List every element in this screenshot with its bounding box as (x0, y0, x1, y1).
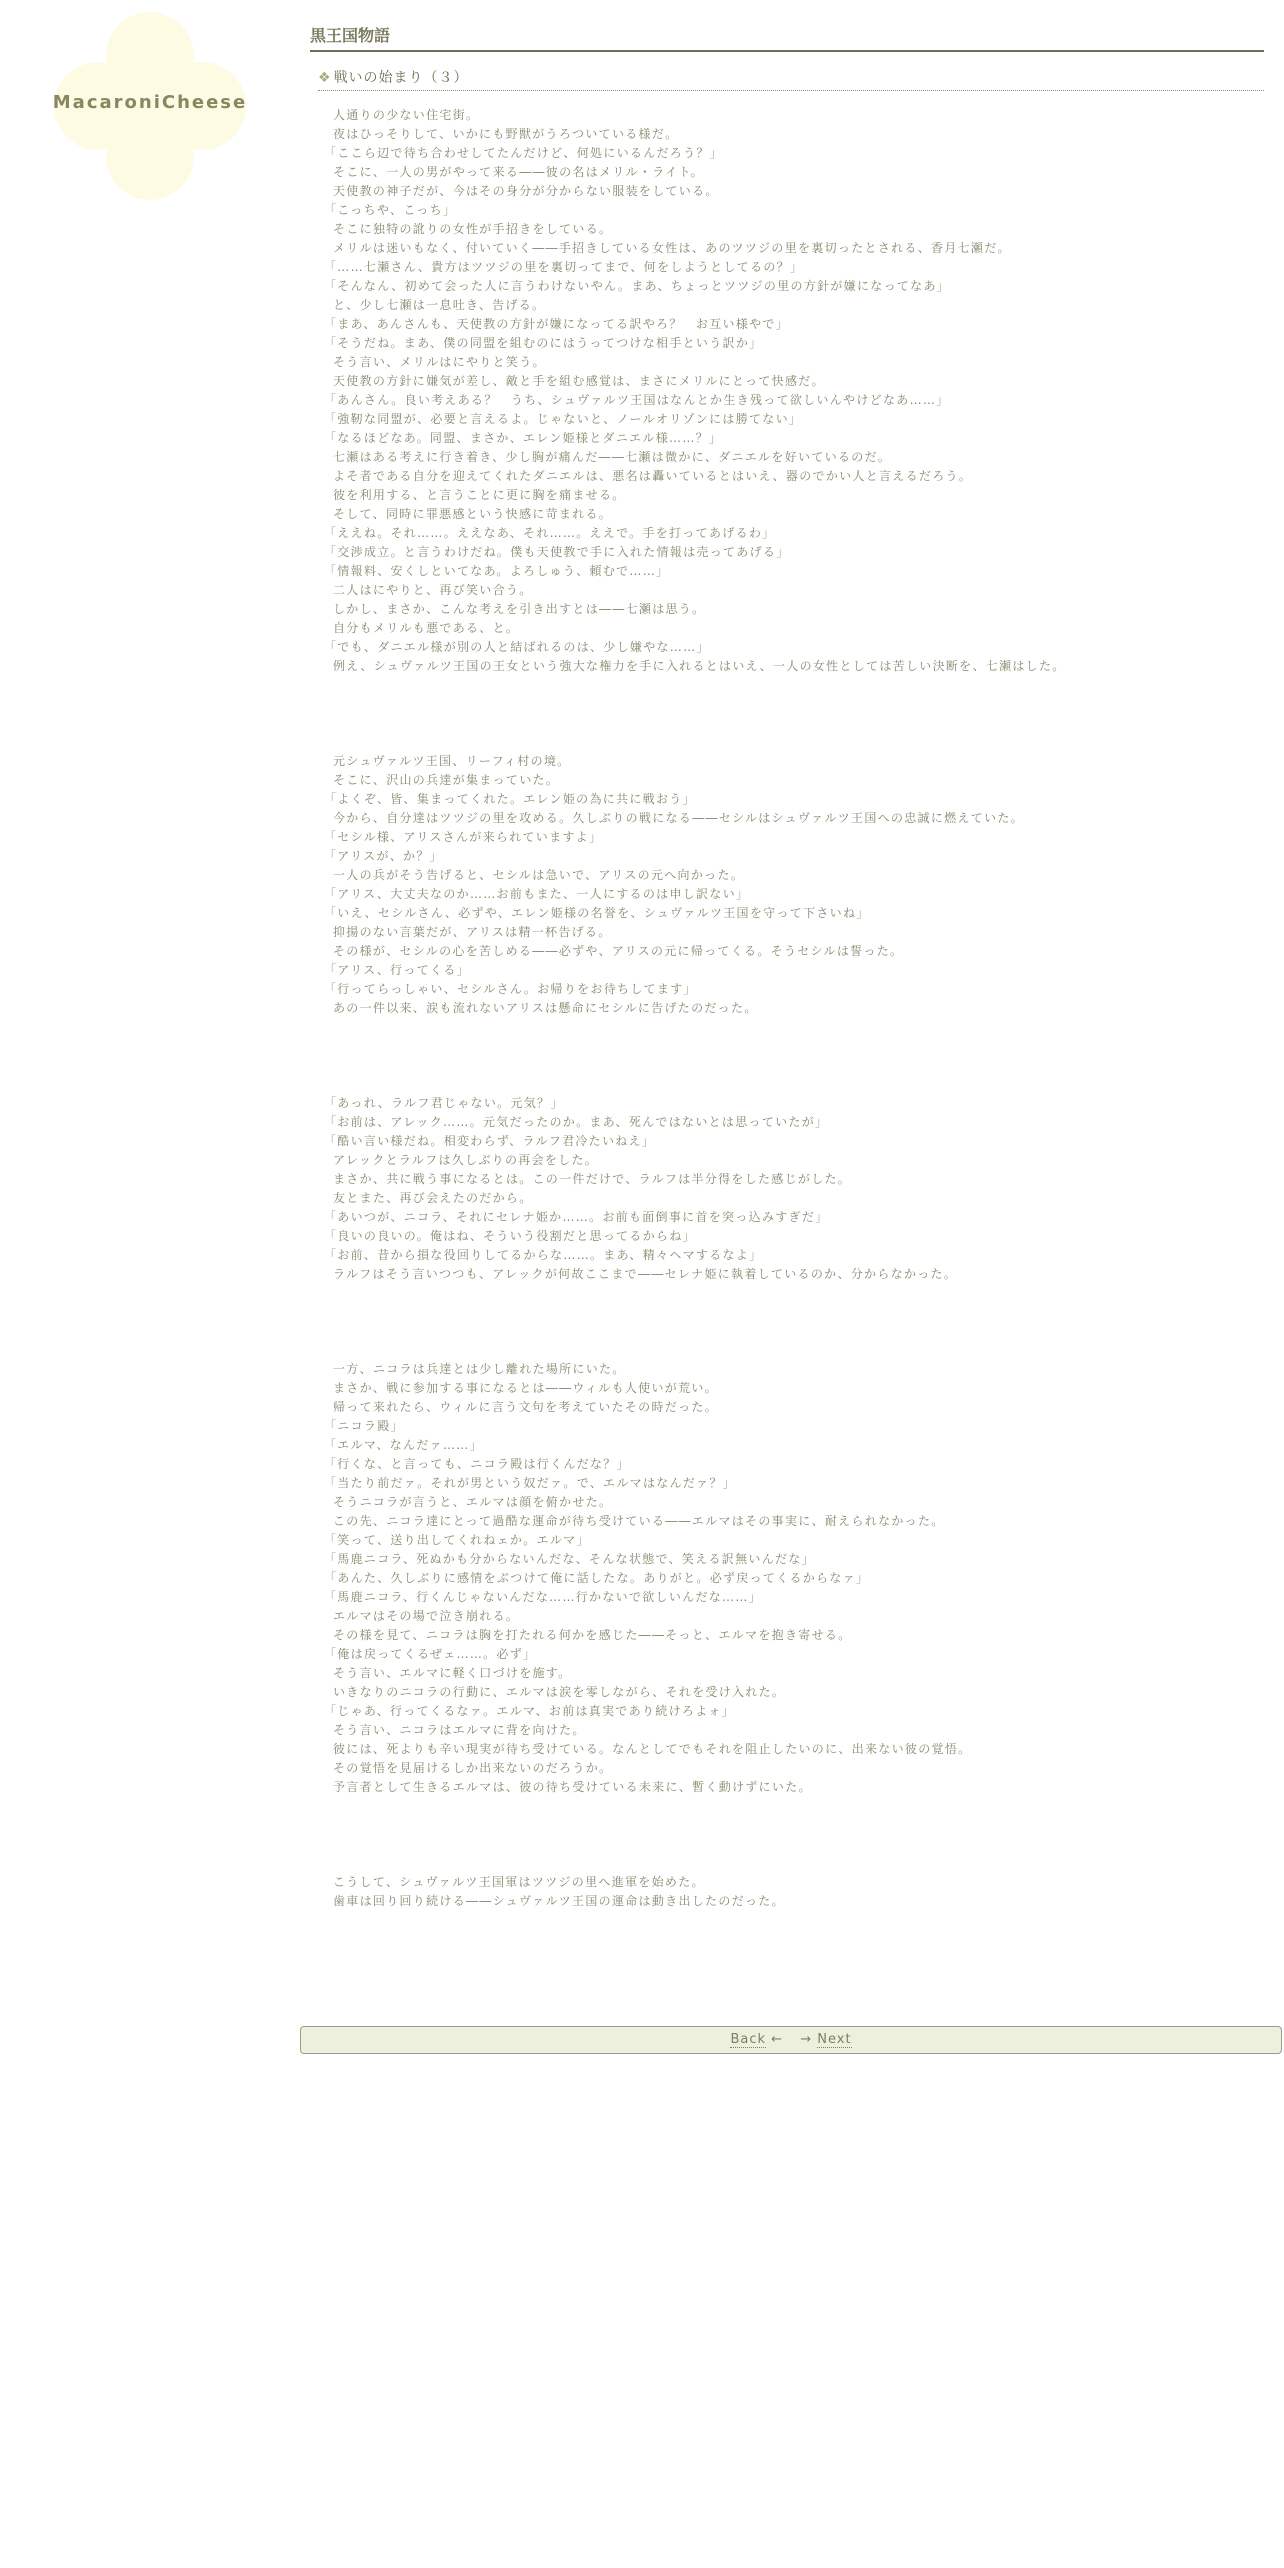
blank-line (324, 676, 1264, 695)
story-line: 彼には、死よりも辛い現実が待ち受けている。なんとしてでもそれを阻止したいのに、出来ない彼の覚悟。 (333, 1742, 972, 1756)
story-line: 予言者として生きるエルマは、彼の待ち受けている未来に、暫く動けずにいた。 (333, 1780, 812, 1794)
blank-line (324, 1854, 1264, 1873)
story-line: 「あっれ、ラルフ君じゃない。元気？」 (324, 1096, 564, 1110)
story-line: 天使教の方針に嫌気が差し、敵と手を組む感覚は、まさにメリルにとって快感だ。 (333, 374, 825, 388)
back-link[interactable]: Back (730, 2032, 767, 2047)
story-line: 「セシル様、アリスさんが来られていますよ」 (324, 830, 603, 844)
site-title: 黒王国物語 (310, 24, 1264, 52)
story-line: そう言い、メリルはにやりと笑う。 (333, 355, 546, 369)
pager-bar (300, 2026, 1282, 2054)
blank-line (324, 1341, 1264, 1360)
blank-line (324, 1075, 1264, 1094)
story-line: 「馬鹿ニコラ、死ぬかも分からないんだな、そんな状態で、笑える訳無いんだな」 (324, 1552, 815, 1566)
logo-text: MacaroniCheese (52, 92, 248, 113)
story-line: しかし、まさか、こんな考えを引き出すとは――七瀬は思う。 (333, 602, 706, 616)
story-line: 「……七瀬さん、貴方はツツジの里を裏切ってまで、何をしようとしてるの？」 (324, 260, 804, 274)
story-line: 彼を利用する、と言うことに更に胸を痛ませる。 (333, 488, 626, 502)
blank-line (324, 1303, 1264, 1322)
story-line: 「あんさん。良い考えある？ うち、シュヴァルツ王国はなんとか生き残って欲しいんやけどなあ……」 (324, 393, 950, 407)
story-line: 帰って来れたら、ウィルに言う文句を考えていたその時だった。 (333, 1400, 718, 1414)
story-line: その様を見て、ニコラは胸を打たれる何かを感じた――そっと、エルマを抱き寄せる。 (333, 1628, 852, 1642)
chapter-title (318, 68, 1264, 91)
story-line: 「情報料、安くしといてなあ。よろしゅう、頼むで……」 (324, 564, 670, 578)
story-line: 夜はひっそりして、いかにも野獣がうろついている様だ。 (333, 127, 679, 141)
story-line: 「いえ、セシルさん、必ずや、エレン姫様の名誉を、シュヴァルツ王国を守って下さいね」 (324, 906, 870, 920)
story-line: 友とまた、再び会えたのだから。 (333, 1191, 533, 1205)
story-line: 「こっちや、こっち」 (324, 203, 457, 217)
story-line: そこに独特の訛りの女性が手招きをしている。 (333, 222, 613, 236)
blank-line (324, 1835, 1264, 1854)
story-line: 「お前、昔から損な役回りしてるからな……。まあ、精々ヘマするなよ」 (324, 1248, 763, 1262)
blank-line (324, 714, 1264, 733)
story-line: と、少し七瀬は一息吐き、告げる。 (333, 298, 546, 312)
blank-line (324, 695, 1264, 714)
story-line: 七瀬はある考えに行き着き、少し胸が痛んだ――七瀬は微かに、ダニエルを好いているのだ。 (333, 450, 892, 464)
story-line: 「行くな、と言っても、ニコラ殿は行くんだな？」 (324, 1457, 630, 1471)
blank-line (324, 1037, 1264, 1056)
chapter-mark-icon: ❖ (318, 70, 332, 86)
story-line: 「でも、ダニエル様が別の人と結ばれるのは、少し嫌やな……」 (324, 640, 710, 654)
story-line: 「ここら辺で待ち合わせしてたんだけど、何処にいるんだろう？」 (324, 146, 724, 160)
story-line: 「よくぞ、皆、集まってくれた。エレン姫の為に共に戦おう」 (324, 792, 696, 806)
story-line: 「酷い言い様だね。相変わらず、ラルフ君冷たいねえ」 (324, 1134, 656, 1148)
story-line: 歯車は回り回り続ける――シュヴァルツ王国の運命は動き出したのだった。 (333, 1894, 785, 1908)
story-line: 「そうだね。まあ、僕の同盟を組むのにはうってつけな相手という訳か」 (324, 336, 763, 350)
story-line: 一人の兵がそう告げると、セシルは急いで、アリスの元へ向かった。 (333, 868, 745, 882)
site-logo[interactable] (50, 8, 250, 203)
story-line: 抑揚のない言葉だが、アリスは精一杯告げる。 (333, 925, 612, 939)
story-line: 「交渉成立。と言うわけだね。僕も天使教で手に入れた情報は売ってあげる」 (324, 545, 790, 559)
story-line: 「まあ、あんさんも、天使教の方針が嫌になってる訳やろ？ お互い様やで」 (324, 317, 790, 331)
story-line: あの一件以来、涙も流れないアリスは懸命にセシルに告げたのだった。 (333, 1001, 758, 1015)
story-line: そして、同時に罪悪感という快感に苛まれる。 (333, 507, 613, 521)
story-line: よそ者である自分を迎えてくれたダニエルは、悪名は轟いているとはいえ、器のでかい人と言えるだろう。 (333, 469, 973, 483)
story-line: 「笑って、送り出してくれねェか。エルマ」 (324, 1533, 590, 1547)
story-line: 「じゃあ、行ってくるなァ。エルマ、お前は真実であり続けろよォ」 (324, 1704, 735, 1718)
story-line: そこに、沢山の兵達が集まっていた。 (333, 773, 560, 787)
chapter-title-text: 戦いの始まり（３） (333, 70, 469, 86)
story-line: 「エルマ、なんだァ……」 (324, 1438, 483, 1452)
story-line: 自分もメリルも悪である、と。 (333, 621, 520, 635)
story-body (324, 106, 1264, 1911)
story-line: この先、ニコラ達にとって過酷な運命が待ち受けている――エルマはその事実に、耐えられなかった。 (333, 1514, 945, 1528)
story-line: 「アリス、行ってくる」 (324, 963, 470, 977)
story-line: その覚悟を見届けるしか出来ないのだろうか。 (333, 1761, 613, 1775)
story-line: 「ええね。それ……。ええなあ、それ……。ええで。手を打ってあげるわ」 (324, 526, 776, 540)
story-line: 「行ってらっしゃい、セシルさん。お帰りをお待ちしてます」 (324, 982, 697, 996)
back-arrow-icon: ← (771, 2032, 784, 2047)
story-line: 二人はにやりと、再び笑い合う。 (333, 583, 533, 597)
next-arrow-icon: → (800, 2032, 813, 2047)
story-line: まさか、戦に参加する事になるとは――ウィルも人使いが荒い。 (333, 1381, 718, 1395)
story-line: 「馬鹿ニコラ、行くんじゃないんだな……行かないで欲しいんだな……」 (324, 1590, 762, 1604)
story-line: 「ニコラ殿」 (324, 1419, 404, 1433)
story-line: エルマはその場で泣き崩れる。 (333, 1609, 520, 1623)
story-line: 「お前は、アレック……。元気だったのか。まあ、死んではないとは思っていたが」 (324, 1115, 829, 1129)
story-line: そう言い、エルマに軽く口づけを施す。 (333, 1666, 572, 1680)
story-line: 例え、シュヴァルツ王国の王女という強大な権力を手に入れるとはいえ、一人の女性としては苦しい決断を、七瀬はした。 (333, 659, 1066, 673)
story-line: 「あいつが、ニコラ、それにセレナ姫か……。お前も面倒事に首を突っ込みすぎだ」 (324, 1210, 829, 1224)
next-link[interactable]: Next (817, 2032, 852, 2047)
story-line: 「良いの良いの。俺はね、そういう役割だと思ってるからね」 (324, 1229, 696, 1243)
blank-line (324, 733, 1264, 752)
story-line: 「強靭な同盟が、必要と言えるよ。じゃないと、ノールオリゾンには勝てない」 (324, 412, 803, 426)
story-line: 「俺は戻ってくるぜェ……。必ず」 (324, 1647, 537, 1661)
story-line: 「アリス、大丈夫なのか……お前もまた、一人にするのは申し訳ない」 (324, 887, 750, 901)
blank-line (324, 1816, 1264, 1835)
story-line: そこに、一人の男がやって来る――彼の名はメリル・ライト。 (333, 165, 704, 179)
blank-line (324, 1056, 1264, 1075)
story-line: メリルは迷いもなく、付いていく――手招きしている女性は、あのツツジの里を裏切ったとされる、香月七瀬だ。 (333, 241, 1011, 255)
story-line: 「なるほどなあ。同盟、まさか、エレン姫様とダニエル様……？」 (324, 431, 723, 445)
story-line: そう言い、ニコラはエルマに背を向けた。 (333, 1723, 586, 1737)
story-line: 「当たり前だァ。それが男という奴だァ。で、エルマはなんだァ？」 (324, 1476, 737, 1490)
story-line: 「あんた、久しぶりに感情をぶつけて俺に話したな。ありがと。必ず戻ってくるからなァ」 (324, 1571, 870, 1585)
story-line: その様が、セシルの心を苦しめる――必ずや、アリスの元に帰ってくる。そうセシルは誓った。 (333, 944, 904, 958)
blank-line (324, 1284, 1264, 1303)
story-line: ラルフはそう言いつつも、アレックが何故ここまで――セレナ姫に執着しているのか、分からなかった。 (333, 1267, 958, 1281)
story-line: 人通りの少ない住宅街。 (333, 108, 480, 122)
story-line: いきなりのニコラの行動に、エルマは涙を零しながら、それを受け入れた。 (333, 1685, 786, 1699)
story-line: アレックとラルフは久しぶりの再会をした。 (333, 1153, 599, 1167)
blank-line (324, 1322, 1264, 1341)
story-line: 元シュヴァルツ王国、リーフィ村の境。 (333, 754, 571, 768)
story-line: そうニコラが言うと、エルマは顔を俯かせた。 (333, 1495, 613, 1509)
story-line: 一方、ニコラは兵達とは少し離れた場所にいた。 (333, 1362, 626, 1376)
story-line: 天使教の神子だが、今はその身分が分からない服装をしている。 (333, 184, 719, 198)
story-line: 今から、自分達はツツジの里を攻める。久しぶりの戦になる――セシルはシュヴァルツ王国への忠誠に燃えていた。 (333, 811, 1024, 825)
blank-line (324, 1797, 1264, 1816)
story-line: まさか、共に戦う事になるとは。この一件だけで、ラルフは半分得をした感じがした。 (333, 1172, 852, 1186)
story-line: 「アリスが、か？」 (324, 849, 443, 863)
story-line: こうして、シュヴァルツ王国軍はツツジの里へ進軍を始めた。 (333, 1875, 705, 1889)
story-line: 「そんなん、初めて会った人に言うわけないやん。まあ、ちょっとツツジの里の方針が嫌になってなあ」 (324, 279, 951, 293)
blank-line (324, 1018, 1264, 1037)
